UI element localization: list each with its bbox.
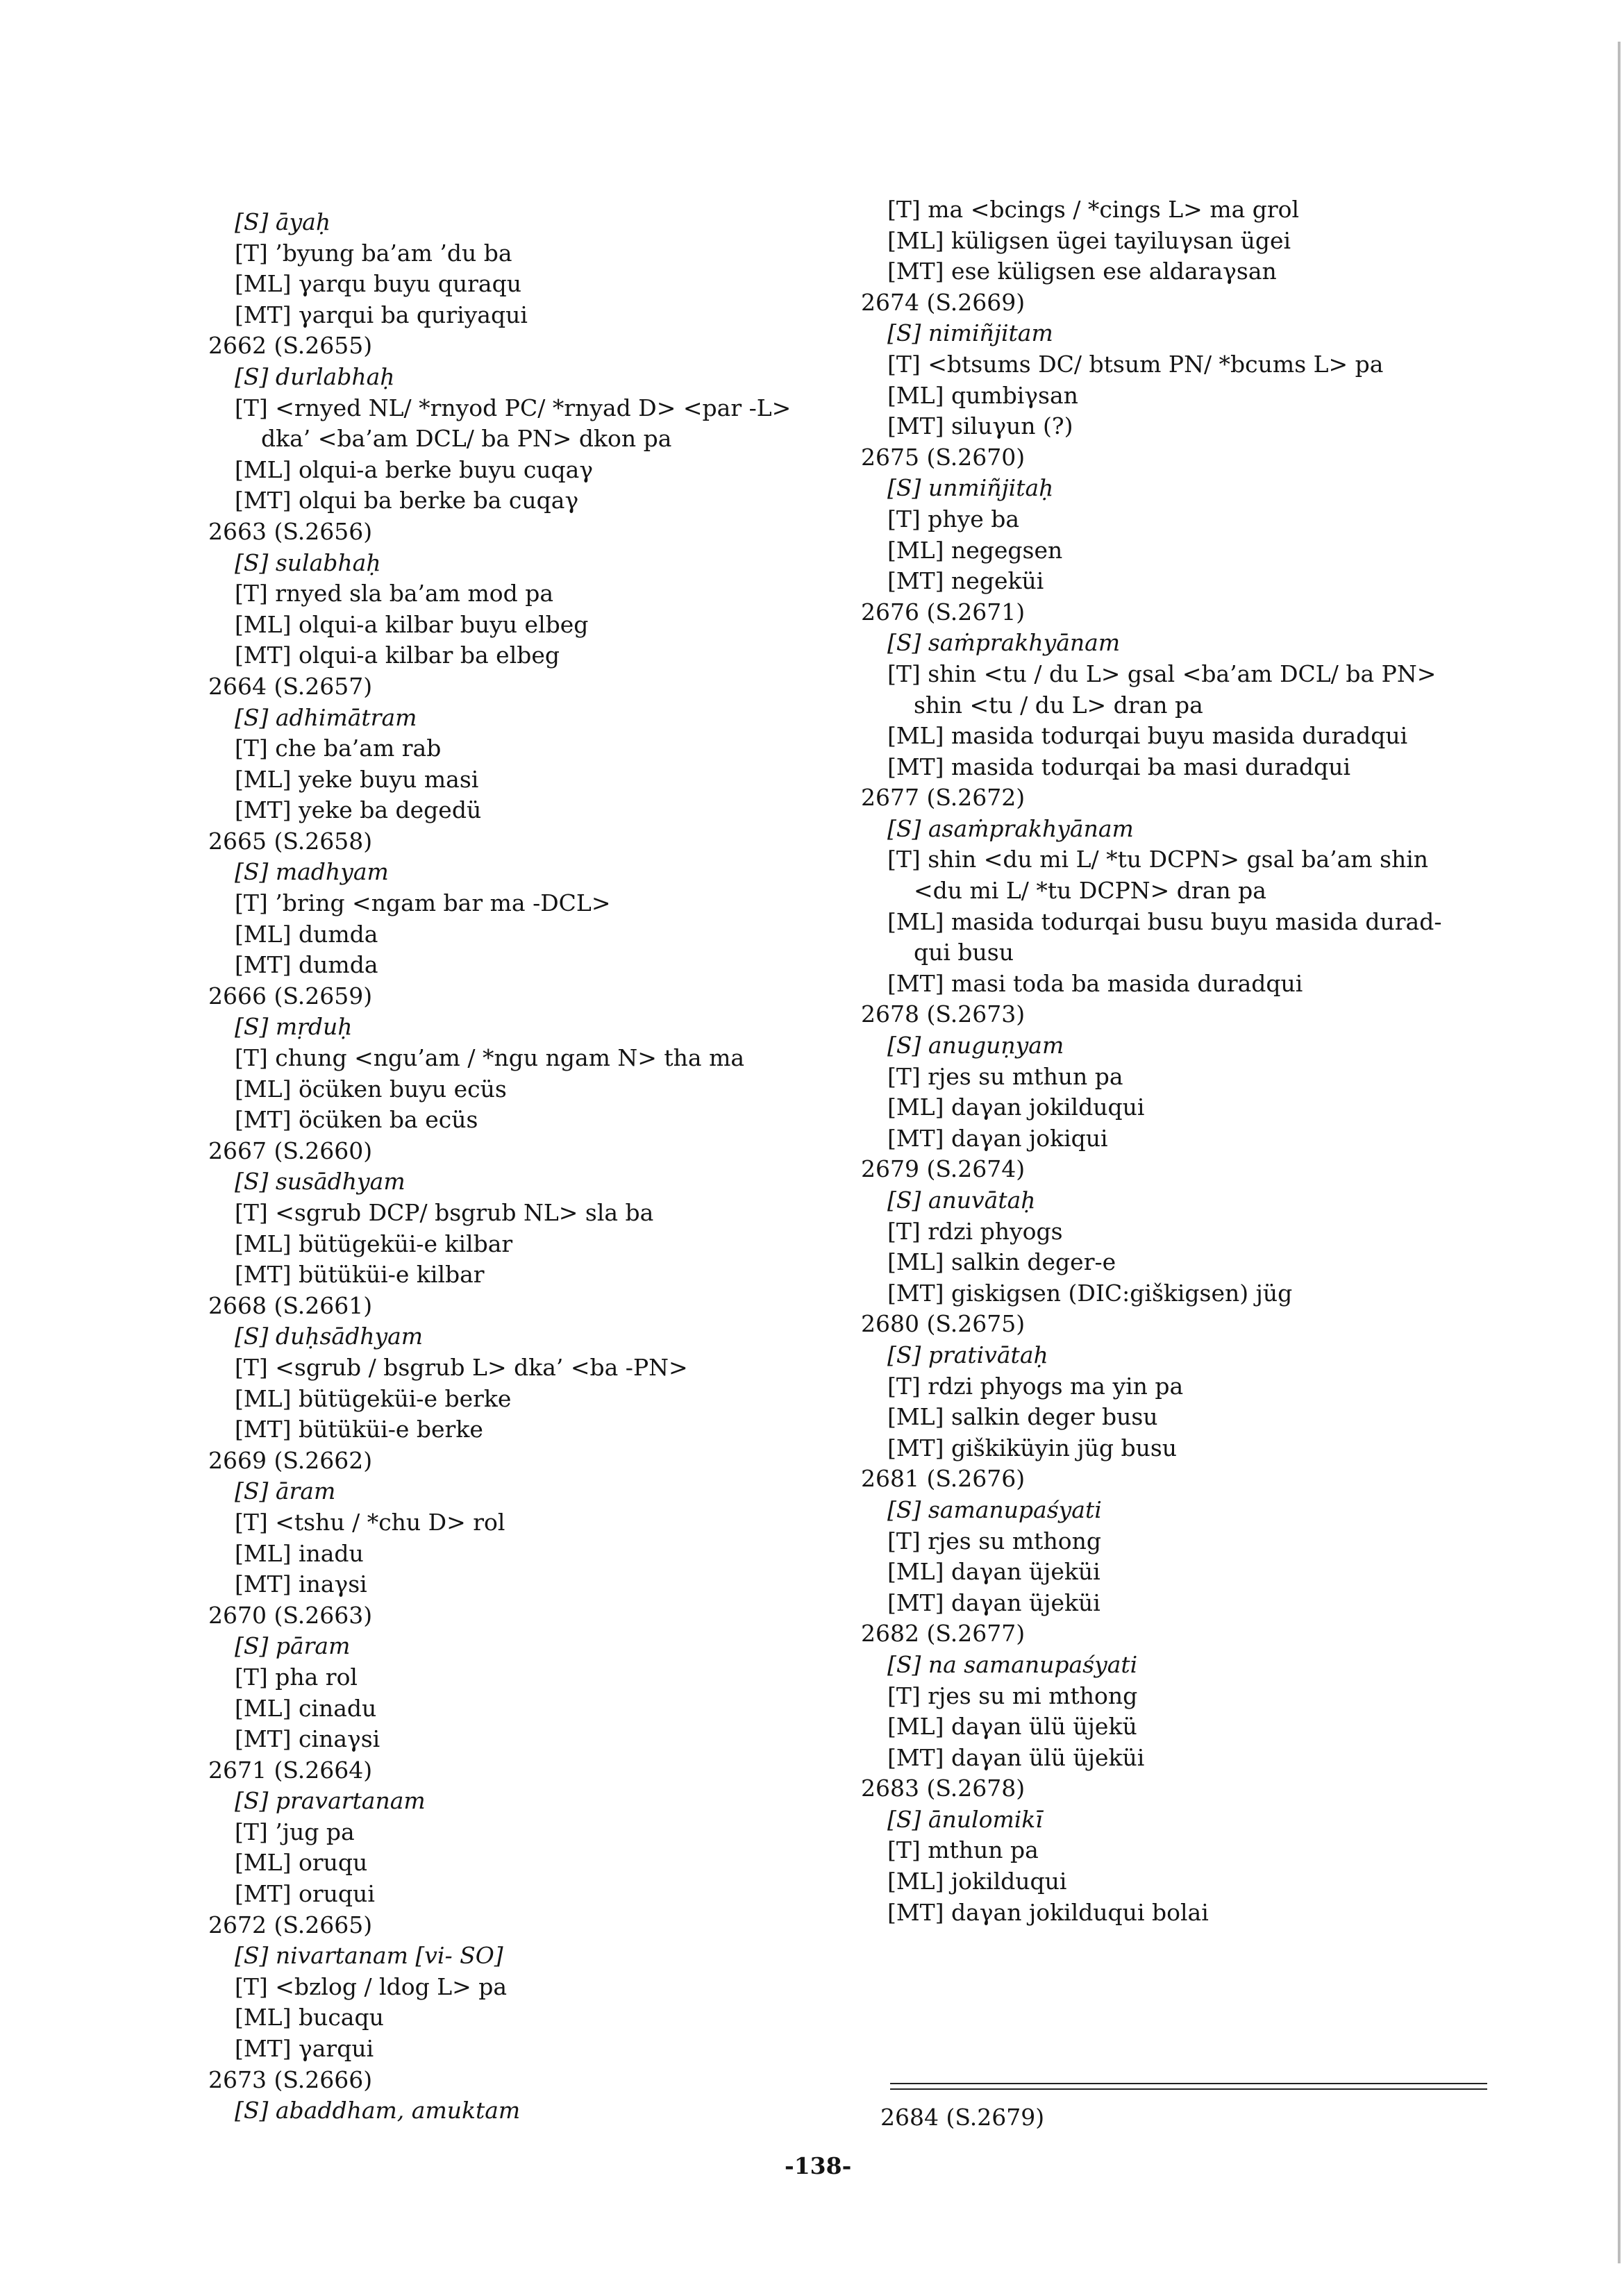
entry-line: [S] samanupaśyati (887, 1495, 1102, 1523)
entry-number: 2675 (S.2670) (861, 443, 1026, 471)
entry-line: [MT] negeküi (887, 567, 1044, 595)
entry-number: 2668 (S.2661) (208, 1291, 373, 1319)
entry-line: [ML] qumbiγsan (887, 381, 1078, 409)
entry-line: [MT] giskigsen (DIC:giškigsen) jüg (887, 1279, 1293, 1307)
entry-line: [ML] daγan üjeküi (887, 1558, 1100, 1586)
entry-number: 2683 (S.2678) (861, 1775, 1026, 1802)
entry-line: [MT] masi toda ba masida duradqui (887, 969, 1303, 997)
entry-line: [T] <sgrub DCP/ bsgrub NL> sla ba (235, 1199, 654, 1226)
entry-number: 2665 (S.2658) (208, 827, 373, 855)
entry-line: [S] prativātaḥ (887, 1341, 1048, 1368)
entry-line: [S] saṁprakhyānam (887, 629, 1121, 657)
entry-line: [MT] bütüküi-e berke (235, 1416, 483, 1443)
entry-line: [MT] bütüküi-e kilbar (235, 1261, 485, 1289)
entry-number: 2663 (S.2656) (208, 517, 373, 545)
entry-number: 2673 (S.2666) (208, 2065, 373, 2093)
entry-line: [MT] cinaγsi (235, 1725, 380, 1753)
entry-line: [S] abaddham, amuktam (235, 2097, 521, 2125)
entry-number: 2666 (S.2659) (208, 982, 373, 1009)
entry-line: [S] anuvātaḥ (887, 1187, 1036, 1214)
entry-line: [MT] daγan ülü üjeküi (887, 1743, 1145, 1771)
entry-line: [ML] negegsen (887, 536, 1063, 564)
entry-line: [MT] γarqui (235, 2035, 374, 2063)
entry-line: [S] sulabhaḥ (235, 548, 381, 576)
right-column (861, 194, 1500, 1928)
entry-line: [MT] olqui ba berke ba cuqaγ (235, 487, 579, 514)
entry-line: [S] madhyam (235, 858, 389, 886)
entry-number: 2681 (S.2676) (861, 1465, 1026, 1493)
entry-line: [S] pravartanam (235, 1787, 426, 1815)
entry-number: 2677 (S.2672) (861, 784, 1026, 812)
entry-line: [ML] öcüken buyu ecüs (235, 1075, 507, 1103)
left-column (208, 207, 833, 2127)
entry-line: [MT] ese küligsen ese aldaraγsan (887, 258, 1277, 285)
entry-line: [ML] yeke buyu masi (235, 765, 479, 793)
entry-line: [T] rnyed sla ba’am mod pa (235, 580, 554, 607)
entry-line: [T] che ba’am rab (235, 735, 442, 762)
footer-rule-top (890, 2083, 1487, 2084)
entry-line: dka’ <ba’am DCL/ ba PN> dkon pa (261, 425, 672, 453)
entry-line: [T] rjes su mthun pa (887, 1062, 1123, 1090)
entry-line: <du mi L/ *tu DCPN> dran pa (914, 877, 1266, 905)
entry-number: 2674 (S.2669) (861, 288, 1026, 316)
entry-line: [ML] bütügeküi-e kilbar (235, 1230, 513, 1257)
entry-line: [S] susādhyam (235, 1168, 405, 1196)
entry-line: [T] ’byung ba’am ’du ba (235, 239, 512, 267)
entry-line: [ML] dumda (235, 920, 378, 948)
entry-line: [T] rdzi phyogs (887, 1217, 1063, 1245)
entry-line: [T] <tshu / *chu D> rol (235, 1508, 505, 1536)
entry-line: [MT] yeke ba degedü (235, 796, 482, 824)
entry-line: [T] ma <bcings / *cings L> ma grol (887, 196, 1300, 223)
entry-line: [S] mṛduḥ (235, 1013, 353, 1041)
entry-line: [ML] daγan jokilduqui (887, 1093, 1145, 1121)
continued-entry: 2684 (S.2679) (880, 2104, 1045, 2131)
entry-number: 2672 (S.2665) (208, 1911, 373, 1938)
entry-line: [S] adhimātram (235, 703, 417, 731)
entry-line: [MT] öcüken ba ecüs (235, 1106, 478, 1134)
entry-number: 2664 (S.2657) (208, 672, 373, 700)
entry-number: 2662 (S.2655) (208, 332, 373, 360)
footer-rule-bottom (890, 2088, 1487, 2090)
entry-line: [S] āram (235, 1477, 336, 1505)
entry-line: [MT] inaγsi (235, 1570, 367, 1598)
entry-line: [S] na samanupaśyati (887, 1650, 1138, 1678)
entry-line: [MT] γarqui ba quriyaqui (235, 301, 528, 328)
entry-line: [ML] daγan ülü üjekü (887, 1713, 1137, 1741)
entry-line: [T] shin <tu / du L> gsal <ba’am DCL/ ba PN> (887, 660, 1437, 687)
entry-line: [ML] masida todurqai buyu masida duradqui (887, 722, 1408, 750)
entry-line: [ML] küligsen ügei tayiluγsan ügei (887, 226, 1291, 254)
entry-line: [MT] daγan jokiqui (887, 1124, 1108, 1152)
entry-line: [T] <rnyed NL/ *rnyod PC/ *rnyad D> <par -L> (235, 394, 792, 421)
entry-line: [MT] dumda (235, 951, 378, 979)
entry-number: 2670 (S.2663) (208, 1601, 373, 1629)
entry-line: [S] āyaḥ (235, 208, 331, 235)
entry-line: [S] durlabhaḥ (235, 362, 395, 390)
entry-line: [ML] jokilduqui (887, 1868, 1067, 1895)
entry-number: 2678 (S.2673) (861, 1000, 1026, 1028)
entry-line: [S] unmiñjitaḥ (887, 474, 1054, 502)
entry-line: [ML] γarqu buyu quraqu (235, 270, 521, 298)
entry-line: [S] duḥsādhyam (235, 1323, 424, 1350)
scan-edge (1618, 42, 1621, 2263)
entry-line: [T] <bzlog / ldog L> pa (235, 1972, 508, 2000)
entry-line: [T] pha rol (235, 1663, 358, 1691)
entry-line: [S] nivartanam [vi- SO] (235, 1942, 503, 1970)
entry-line: [S] ānulomikī (887, 1805, 1043, 1833)
entry-line: [T] <btsums DC/ btsum PN/ *bcums L> pa (887, 350, 1384, 378)
entry-line: [T] rjes su mi mthong (887, 1682, 1138, 1709)
entry-number: 2676 (S.2671) (861, 598, 1026, 626)
entry-line: [MT] daγan jokilduqui bolai (887, 1898, 1209, 1926)
entry-number: 2680 (S.2675) (861, 1310, 1026, 1338)
entry-line: [S] pāram (235, 1632, 351, 1660)
entry-line: [ML] salkin deger-e (887, 1248, 1116, 1276)
entry-line: [S] anuguṇyam (887, 1032, 1064, 1059)
entry-line: [MT] daγan üjeküi (887, 1589, 1100, 1616)
entry-line: [ML] olqui-a berke buyu cuqaγ (235, 455, 594, 483)
entry-line: [MT] siluγun (?) (887, 412, 1073, 440)
entry-line: [T] rdzi phyogs ma yin pa (887, 1372, 1184, 1400)
page-number: -138- (785, 2152, 852, 2179)
entry-line: [MT] oruqui (235, 1880, 375, 1908)
entry-line: [T] <sgrub / bsgrub L> dka’ <ba -PN> (235, 1353, 688, 1381)
entry-line: qui busu (914, 939, 1014, 966)
entry-line: [ML] bucaqu (235, 2004, 384, 2031)
entry-line: [S] nimiñjitam (887, 319, 1053, 347)
entry-number: 2682 (S.2677) (861, 1620, 1026, 1648)
entry-line: [T] chung <ngu’am / *ngu ngam N> tha ma (235, 1044, 745, 1072)
entry-line: [MT] masida todurqai ba masi duradqui (887, 753, 1351, 780)
entry-line: [T] rjes su mthong (887, 1527, 1101, 1555)
entry-line: [MT] olqui-a kilbar ba elbeg (235, 642, 560, 669)
entry-line: [ML] bütügeküi-e berke (235, 1384, 512, 1412)
entry-line: [ML] cinadu (235, 1694, 377, 1722)
entry-line: [T] shin <du mi L/ *tu DCPN> gsal ba’am shin (887, 846, 1429, 873)
entry-line: [ML] salkin deger busu (887, 1403, 1158, 1431)
entry-number: 2669 (S.2662) (208, 1446, 373, 1474)
entry-line: [ML] inadu (235, 1539, 364, 1567)
entry-line: [ML] oruqu (235, 1849, 368, 1877)
entry-line: [T] ’bring <ngam bar ma -DCL> (235, 889, 611, 917)
entry-line: [ML] olqui-a kilbar buyu elbeg (235, 610, 589, 638)
entry-line: [T] mthun pa (887, 1836, 1039, 1864)
entry-line: [T] ’jug pa (235, 1818, 355, 1845)
entry-line: [T] phye ba (887, 505, 1020, 533)
entry-number: 2671 (S.2664) (208, 1756, 373, 1784)
entry-number: 2667 (S.2660) (208, 1137, 373, 1164)
entry-line: [S] asaṁprakhyānam (887, 814, 1134, 842)
entry-line: [ML] masida todurqai busu buyu masida durad- (887, 907, 1442, 935)
entry-number: 2679 (S.2674) (861, 1155, 1026, 1183)
entry-line: [MT] giškiküyin jüg busu (887, 1434, 1178, 1461)
entry-line: shin <tu / du L> dran pa (914, 691, 1203, 719)
